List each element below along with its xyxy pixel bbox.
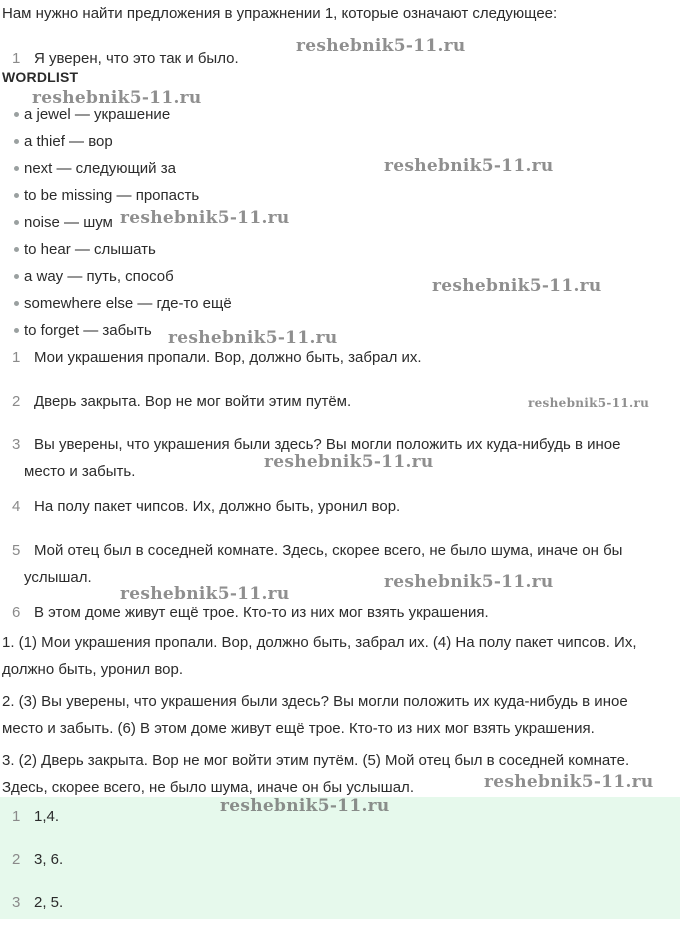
watermark: reshebnik5-11.ru [296,36,466,56]
watermark: reshebnik5-11.ru [432,276,602,296]
wordlist-item: next — следующий за [14,160,176,177]
result-item: 1 1,4. [12,808,60,825]
sentence-item: 1 Мои украшения пропали. Вор, должно быть, забрал их. [12,349,422,366]
watermark: reshebnik5-11.ru [384,156,554,176]
bullet-icon [14,166,19,171]
intro-text: Нам нужно найти предложения в упражнении 1, которые означают следующее: [2,5,558,22]
watermark: reshebnik5-11.ru [168,328,338,348]
answer-line: Здесь, скорее всего, не было шума, иначе он бы услышал. [2,779,414,796]
answer-line: место и забыть. (6) В этом доме живут ещё трое. Кто-то из них мог взять украшения. [2,720,595,737]
bullet-icon [14,139,19,144]
watermark: reshebnik5-11.ru [120,208,290,228]
watermark: reshebnik5-11.ru [220,796,390,816]
bullet-icon [14,112,19,117]
sentence-item: 2 Дверь закрыта. Вор не мог войти этим путём. [12,393,352,410]
answer-line: 2. (3) Вы уверены, что украшения были здесь? Вы могли положить их куда-нибудь в иное [2,693,628,710]
bullet-icon [14,274,19,279]
watermark: reshebnik5-11.ru [384,572,554,592]
result-item: 3 2, 5. [12,894,64,911]
item-text: Я уверен, что это так и было. [34,50,239,67]
watermark: reshebnik5-11.ru [32,88,202,108]
bullet-icon [14,220,19,225]
wordlist-item: somewhere else — где-то ещё [14,295,232,312]
watermark: reshebnik5-11.ru [264,452,434,472]
bullet-icon [14,193,19,198]
watermark: reshebnik5-11.ru [120,584,290,604]
bullet-icon [14,247,19,252]
watermark: reshebnik5-11.ru [484,772,654,792]
sentence-item: 5 Мой отец был в соседней комнате. Здесь, скорее всего, не было шума, иначе он бы [12,542,623,559]
sentence-item: 4 На полу пакет чипсов. Их, должно быть, уронил вор. [12,498,401,515]
wordlist-item: a jewel — украшение [14,106,170,123]
answer-line: должно быть, уронил вор. [2,661,183,678]
sentence-continuation: услышал. [24,569,92,586]
wordlist-item: to hear — слышать [14,241,156,258]
sentence-item: 3 Вы уверены, что украшения были здесь? Вы могли положить их куда-нибудь в иное [12,436,621,453]
sentence-item: 6 В этом доме живут ещё трое. Кто-то из них мог взять украшения. [12,604,489,621]
item-number: 1 [12,50,21,67]
sentence-continuation: место и забыть. [24,463,136,480]
wordlist-item: a thief — вор [14,133,113,150]
result-item: 2 3, 6. [12,851,64,868]
watermark: reshebnik5-11.ru [528,396,650,410]
bullet-icon [14,301,19,306]
wordlist-item: to forget — забыть [14,322,152,339]
wordlist-item: noise — шум [14,214,113,231]
answer-line: 1. (1) Мои украшения пропали. Вор, должно быть, забрал их. (4) На полу пакет чипсов. Их, [2,634,637,651]
answer-line: 3. (2) Дверь закрыта. Вор не мог войти этим путём. (5) Мой отец был в соседней комнате. [2,752,630,769]
wordlist-item: to be missing — пропасть [14,187,199,204]
bullet-icon [14,328,19,333]
wordlist-heading: WORDLIST [2,69,79,85]
top-list-item [0,50,239,67]
wordlist-item: a way — путь, способ [14,268,174,285]
